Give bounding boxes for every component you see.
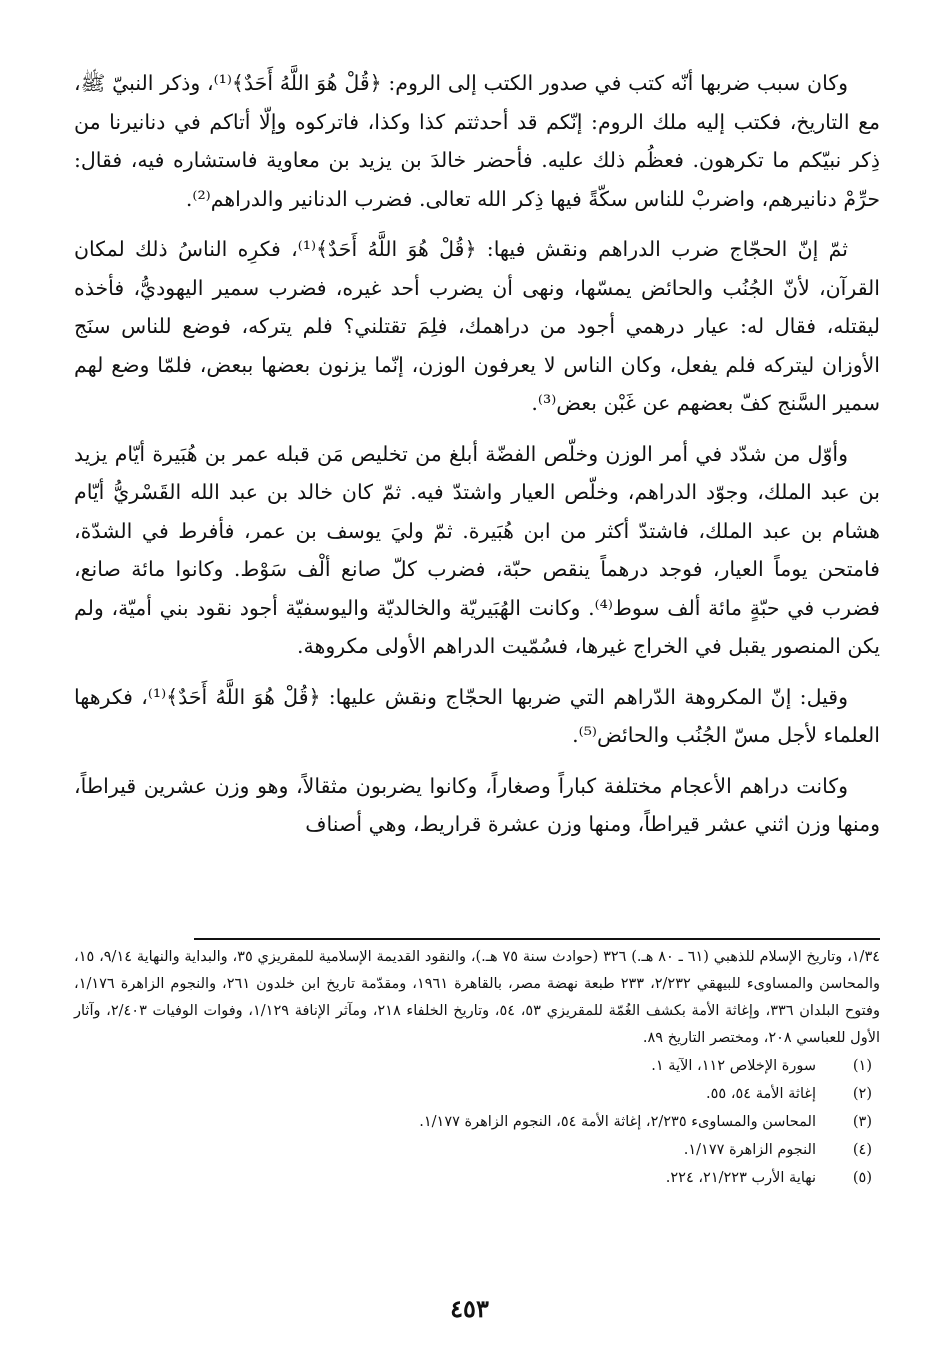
footnote-text: المحاسن والمساوىء ٢/٢٣٥، إغاثة الأمة ٥٤، النجوم الزاهرة ١/١٧٧.	[419, 1114, 816, 1130]
footnote	[74, 1052, 880, 1080]
footnote-text: النجوم الزاهرة ١/١٧٧.	[683, 1142, 816, 1158]
footnote-continuation: ١/٣٤، وتاريخ الإسلام للذهبي (٦١ ـ ٨٠ هـ.) ٣٢٦ (حوادث سنة ٧٥ هـ.)، والنقود القديمة الإسلامية للمقريزي ٣٥، والبداية والنهاية ٩/١٤، ١٥، والمحاسن والمساوىء للبيهقي ٢/٢٣٢، ٢٣٣ طبعة نهضة مصر، بالقاهرة ١٩٦١، ومقدّمة تاريخ ابن خلدون ٢٦١، والنجوم الزاهرة ١/١٧٦، وفتوح البلدان ٣٣٦، وإغاثة الأمة بكشف الغُمّة للمقريزي ٥٣، ٥٤، وتاريخ الخلفاء ٢١٨، ومآثر الإنافة ١/١٢٩، وفوات الوفيات ٢/٤٠٣، وآثار الأول للعباسي ٢٠٨، ومختصر التاريخ ٨٩.	[74, 949, 881, 1046]
paragraph: وكانت دراهم الأعجام مختلفة كباراً وصغاراً، وكانوا يضربون مثقالاً، وهو وزن عشرين قيراطاً، ومنها وزن اثني عشر قيراطاً، ومنها وزن عشرة قراريط، وهي أصناف	[74, 773, 880, 836]
footnotes	[74, 944, 880, 1192]
footnote	[74, 1080, 880, 1108]
paragraph: وقيل: إنّ المكروهة الدّراهم التي ضربها الحجّاج ونقش عليها: ﴿قُلْ هُوَ اللَّهُ أَحَدٌ﴾⁽¹⁾، فكرهها العلماء لأجل مسّ الجُنُب والحائض⁽⁵⁾.	[74, 684, 880, 747]
footnote-number: (٤)	[852, 1142, 872, 1158]
footnote-number: (٥)	[852, 1170, 872, 1186]
paragraph: وكان سبب ضربها أنّه كتب في صدور الكتب إلى الروم: ﴿قُلْ هُوَ اللَّهُ أَحَدٌ﴾⁽¹⁾، وذكر النبيّ ﷺ، مع التاريخ، فكتب إليه ملك الروم: إنّكم قد أحدثتم كذا وكذا، فاتركوه وإلّا أتاكم في دنانيرنا من ذِكر نبيّكم ما تكرهون. فعظُم ذلك عليه. فأحضر خالدَ بن يزيد بن معاوية فاستشاره فيه، فقال: حرِّمْ دنانيرهم، واضربْ للناس سكّةً فيها ذِكر الله تعالى. فضرب الدنانير والدراهم⁽²⁾.	[74, 71, 880, 211]
footnote-text: سورة الإخلاص ١١٢، الآية ١.	[651, 1058, 816, 1074]
main-text	[74, 64, 880, 856]
footnote-number: (١)	[852, 1058, 872, 1074]
footnote	[74, 1164, 880, 1192]
paragraph: وأوّل من شدّد في أمر الوزن وخلّص الفضّة أبلغ من تخليص مَن قبله عمر بن هُبَيرة أيّام يزيد بن عبد الملك، وجوّد الدراهم، وخلّص العيار واشتدّ فيه. ثمّ كان خالد بن عبد الله القَسْريُّ أيّام هشام بن عبد الملك، فاشتدّ أكثر من ابن هُبَيرة. ثمّ وليَ يوسف بن عمر، فأفرط في الشدّة، فامتحن يوماً العيار، فوجد درهماً ينقص حبّة، فضرب كلّ صانع ألْف سَوْط. وكانوا مائة صانع، فضرب في حبّةٍ مائة ألف سوط⁽⁴⁾. وكانت الهُبَيريّة والخالديّة واليوسفيّة أجود نقود بني أميّة، ولم يكن المنصور يقبل في الخراج غيرها، فسُمّيت الدراهم الأولى مكروهة.	[74, 441, 880, 658]
footnote-number: (٢)	[852, 1086, 872, 1102]
page-number: ٤٥٣	[450, 1294, 489, 1323]
footnote-text: نهاية الأرب ٢١/٢٢٣، ٢٢٤.	[665, 1170, 816, 1186]
footnote-separator	[194, 938, 880, 940]
footnote-text: إغاثة الأمة ٥٤، ٥٥.	[706, 1086, 816, 1102]
footnote	[74, 1108, 880, 1136]
paragraph: ثمّ إنّ الحجّاج ضرب الدراهم ونقش فيها: ﴿قُلْ هُوَ اللَّهُ أَحَدٌ﴾⁽¹⁾، فكرِه الناسُ ذلك لمكان القرآن، لأنّ الجُنُب والحائض يمسّها، ونهى أن يضرب أحد غيره، فضرب سمير اليهوديُّ، فأخذه ليقتله، فقال له: عيار درهمي أجود من دراهمك، فلِمَ تقتلني؟ فلم يتركه، فوضع للناس سنَج الأوزان ليتركه فلم يفعل، وكان الناس لا يعرفون الوزن، إنّما يزنون بعضها ببعض، فلمّا وضع لهم سمير السَّنج كفّ بعضهم عن غَبْن بعض⁽³⁾.	[74, 237, 880, 415]
footnote	[74, 1136, 880, 1164]
footnote-number: (٣)	[852, 1114, 872, 1130]
